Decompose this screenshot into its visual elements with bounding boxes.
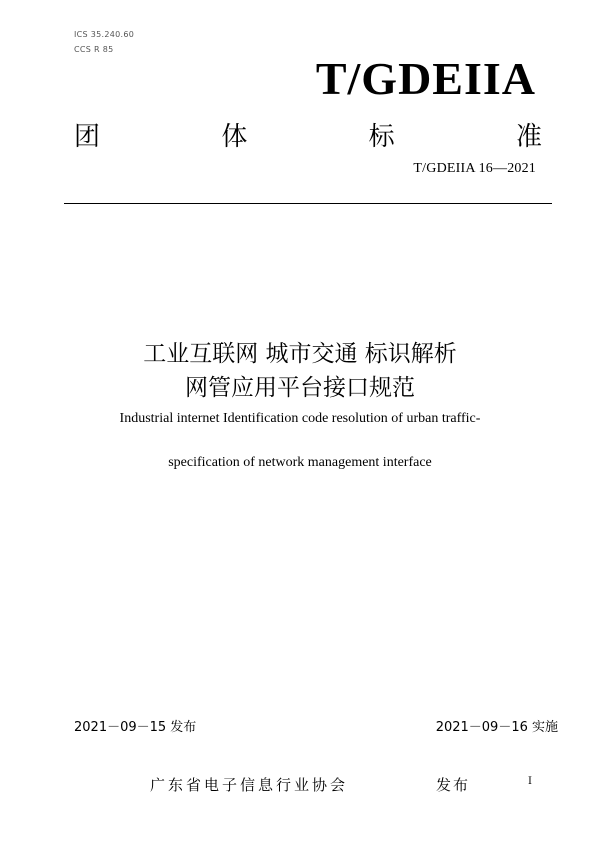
standard-type-char: 体 (221, 122, 248, 152)
title-english-line-2: specification of network management interface (168, 455, 432, 470)
organization-code: T/GDEIIA (315, 53, 536, 104)
issuing-organization: 广东省电子信息行业协会 (150, 776, 349, 794)
standard-type-char: 准 (515, 122, 542, 152)
publish-date: 2021－09－15 发布 (74, 720, 197, 735)
ics-code: ICS 35.240.60 (74, 30, 135, 39)
title-english-line-1: Industrial internet Identification code resolution of urban traffic- (119, 411, 481, 426)
standard-type (74, 116, 542, 153)
header-divider (64, 203, 552, 204)
standard-number: T/GDEIIA 16—2021 (413, 161, 536, 176)
issue-label: 发布 (436, 776, 471, 794)
standard-type-char: 标 (368, 122, 395, 152)
standard-type-char: 团 (74, 122, 101, 152)
page-number: I (528, 776, 532, 787)
implement-date: 2021－09－16 实施 (435, 720, 558, 735)
title-chinese-line-1: 工业互联网 城市交通 标识解析 (143, 341, 457, 367)
ccs-code: CCS R 85 (74, 45, 114, 54)
title-chinese-line-2: 网管应用平台接口规范 (185, 375, 415, 401)
